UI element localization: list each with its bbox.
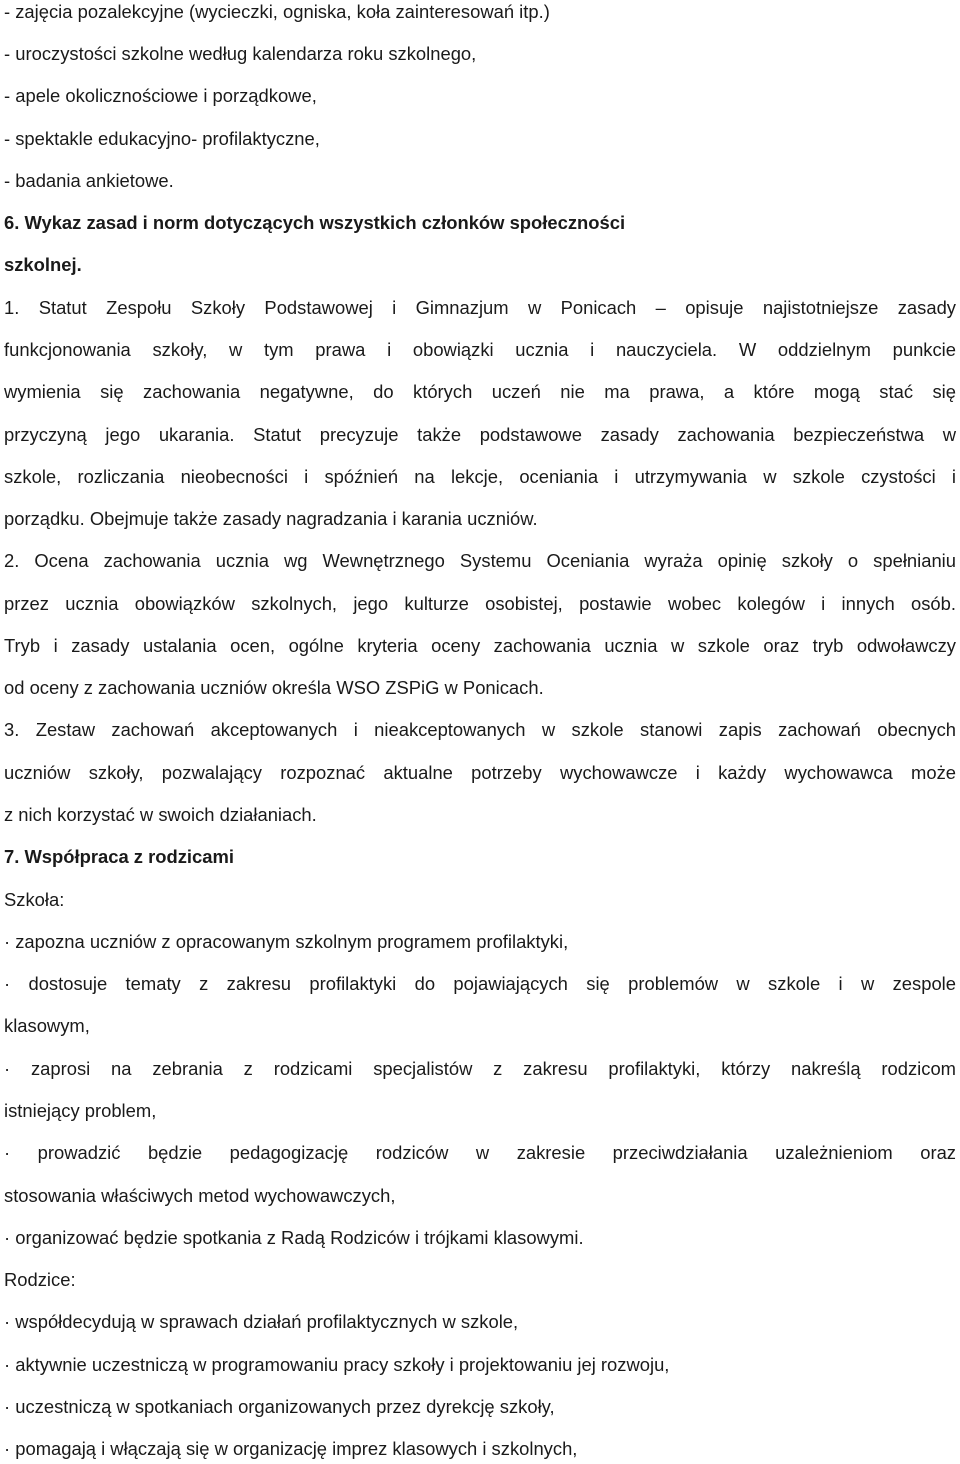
- list-item: · dostosuje tematy z zakresu profilaktyki do pojawiających się problemów w szkole i w zespole: [4, 973, 956, 994]
- list-item: - spektakle edukacyjno- profilaktyczne,: [4, 128, 320, 149]
- paragraph-1-line: funkcjonowania szkoły, w tym prawa i obowiązki ucznia i nauczyciela. W oddzielnym punkcie: [4, 339, 956, 360]
- section-7-heading: 7. Współpraca z rodzicami: [4, 846, 234, 867]
- list-item: · zapozna uczniów z opracowanym szkolnym programem profilaktyki,: [4, 931, 569, 952]
- paragraph-3-line: 3. Zestaw zachowań akceptowanych i nieakceptowanych w szkole stanowi zapis zachowań obecnych: [4, 719, 956, 740]
- paragraph-3-line: z nich korzystać w swoich działaniach.: [4, 804, 317, 825]
- section-6-heading-continued: szkolnej.: [4, 254, 82, 275]
- paragraph-1-line: 1. Statut Zespołu Szkoły Podstawowej i Gimnazjum w Ponicach – opisuje najistotniejsze zasady: [4, 297, 956, 318]
- list-item: - apele okolicznościowe i porządkowe,: [4, 85, 317, 106]
- paragraph-2-line: 2. Ocena zachowania ucznia wg Wewnętrznego Systemu Oceniania wyraża opinię szkoły o spełnianiu: [4, 550, 956, 571]
- list-item: · uczestniczą w spotkaniach organizowanych przez dyrekcję szkoły,: [4, 1396, 555, 1417]
- paragraph-1-line: przyczyną jego ukarania. Statut precyzuje także podstawowe zasady zachowania bezpieczeństwa w: [4, 424, 956, 445]
- list-item: · organizować będzie spotkania z Radą Rodziców i trójkami klasowymi.: [4, 1227, 584, 1248]
- list-item: · aktywnie uczestniczą w programowaniu pracy szkoły i projektowaniu jej rozwoju,: [4, 1354, 670, 1375]
- paragraph-1-line: porządku. Obejmuje także zasady nagradzania i karania uczniów.: [4, 508, 538, 529]
- school-label: Szkoła:: [4, 889, 65, 910]
- paragraph-1-line: wymienia się zachowania negatywne, do których uczeń nie ma prawa, a które mogą stać się: [4, 381, 956, 402]
- paragraph-2-line: przez ucznia obowiązków szkolnych, jego kulturze osobistej, postawie wobec kolegów i innych osób.: [4, 593, 956, 614]
- list-item: · współdecydują w sprawach działań profilaktycznych w szkole,: [4, 1311, 519, 1332]
- parents-label: Rodzice:: [4, 1269, 76, 1290]
- paragraph-2-line: od oceny z zachowania uczniów określa WSO ZSPiG w Ponicach.: [4, 677, 544, 698]
- list-item-continued: klasowym,: [4, 1015, 90, 1036]
- section-6-heading: 6. Wykaz zasad i norm dotyczących wszystkich członków społeczności: [4, 212, 626, 233]
- paragraph-2-line: Tryb i zasady ustalania ocen, ogólne kryteria oceny zachowania ucznia w szkole oraz tryb odwoławczy: [4, 635, 956, 656]
- list-item: - uroczystości szkolne według kalendarza roku szkolnego,: [4, 43, 477, 64]
- list-item: · zaprosi na zebrania z rodzicami specjalistów z zakresu profilaktyki, którzy nakreślą rodzicom: [4, 1058, 956, 1079]
- list-item: · pomagają i włączają się w organizację imprez klasowych i szkolnych,: [4, 1438, 578, 1459]
- paragraph-1-line: szkole, rozliczania nieobecności i spóźnień na lekcje, oceniania i utrzymywania w szkole czystości i: [4, 466, 956, 487]
- list-item: - zajęcia pozalekcyjne (wycieczki, ogniska, koła zainteresowań itp.): [4, 1, 550, 22]
- list-item: - badania ankietowe.: [4, 170, 174, 191]
- list-item: · prowadzić będzie pedagogizację rodziców w zakresie przeciwdziałania uzależnieniom oraz: [4, 1142, 956, 1163]
- list-item-continued: stosowania właściwych metod wychowawczych,: [4, 1185, 396, 1206]
- paragraph-3-line: uczniów szkoły, pozwalający rozpoznać aktualne potrzeby wychowawcze i każdy wychowawca może: [4, 762, 956, 783]
- list-item-continued: istniejący problem,: [4, 1100, 157, 1121]
